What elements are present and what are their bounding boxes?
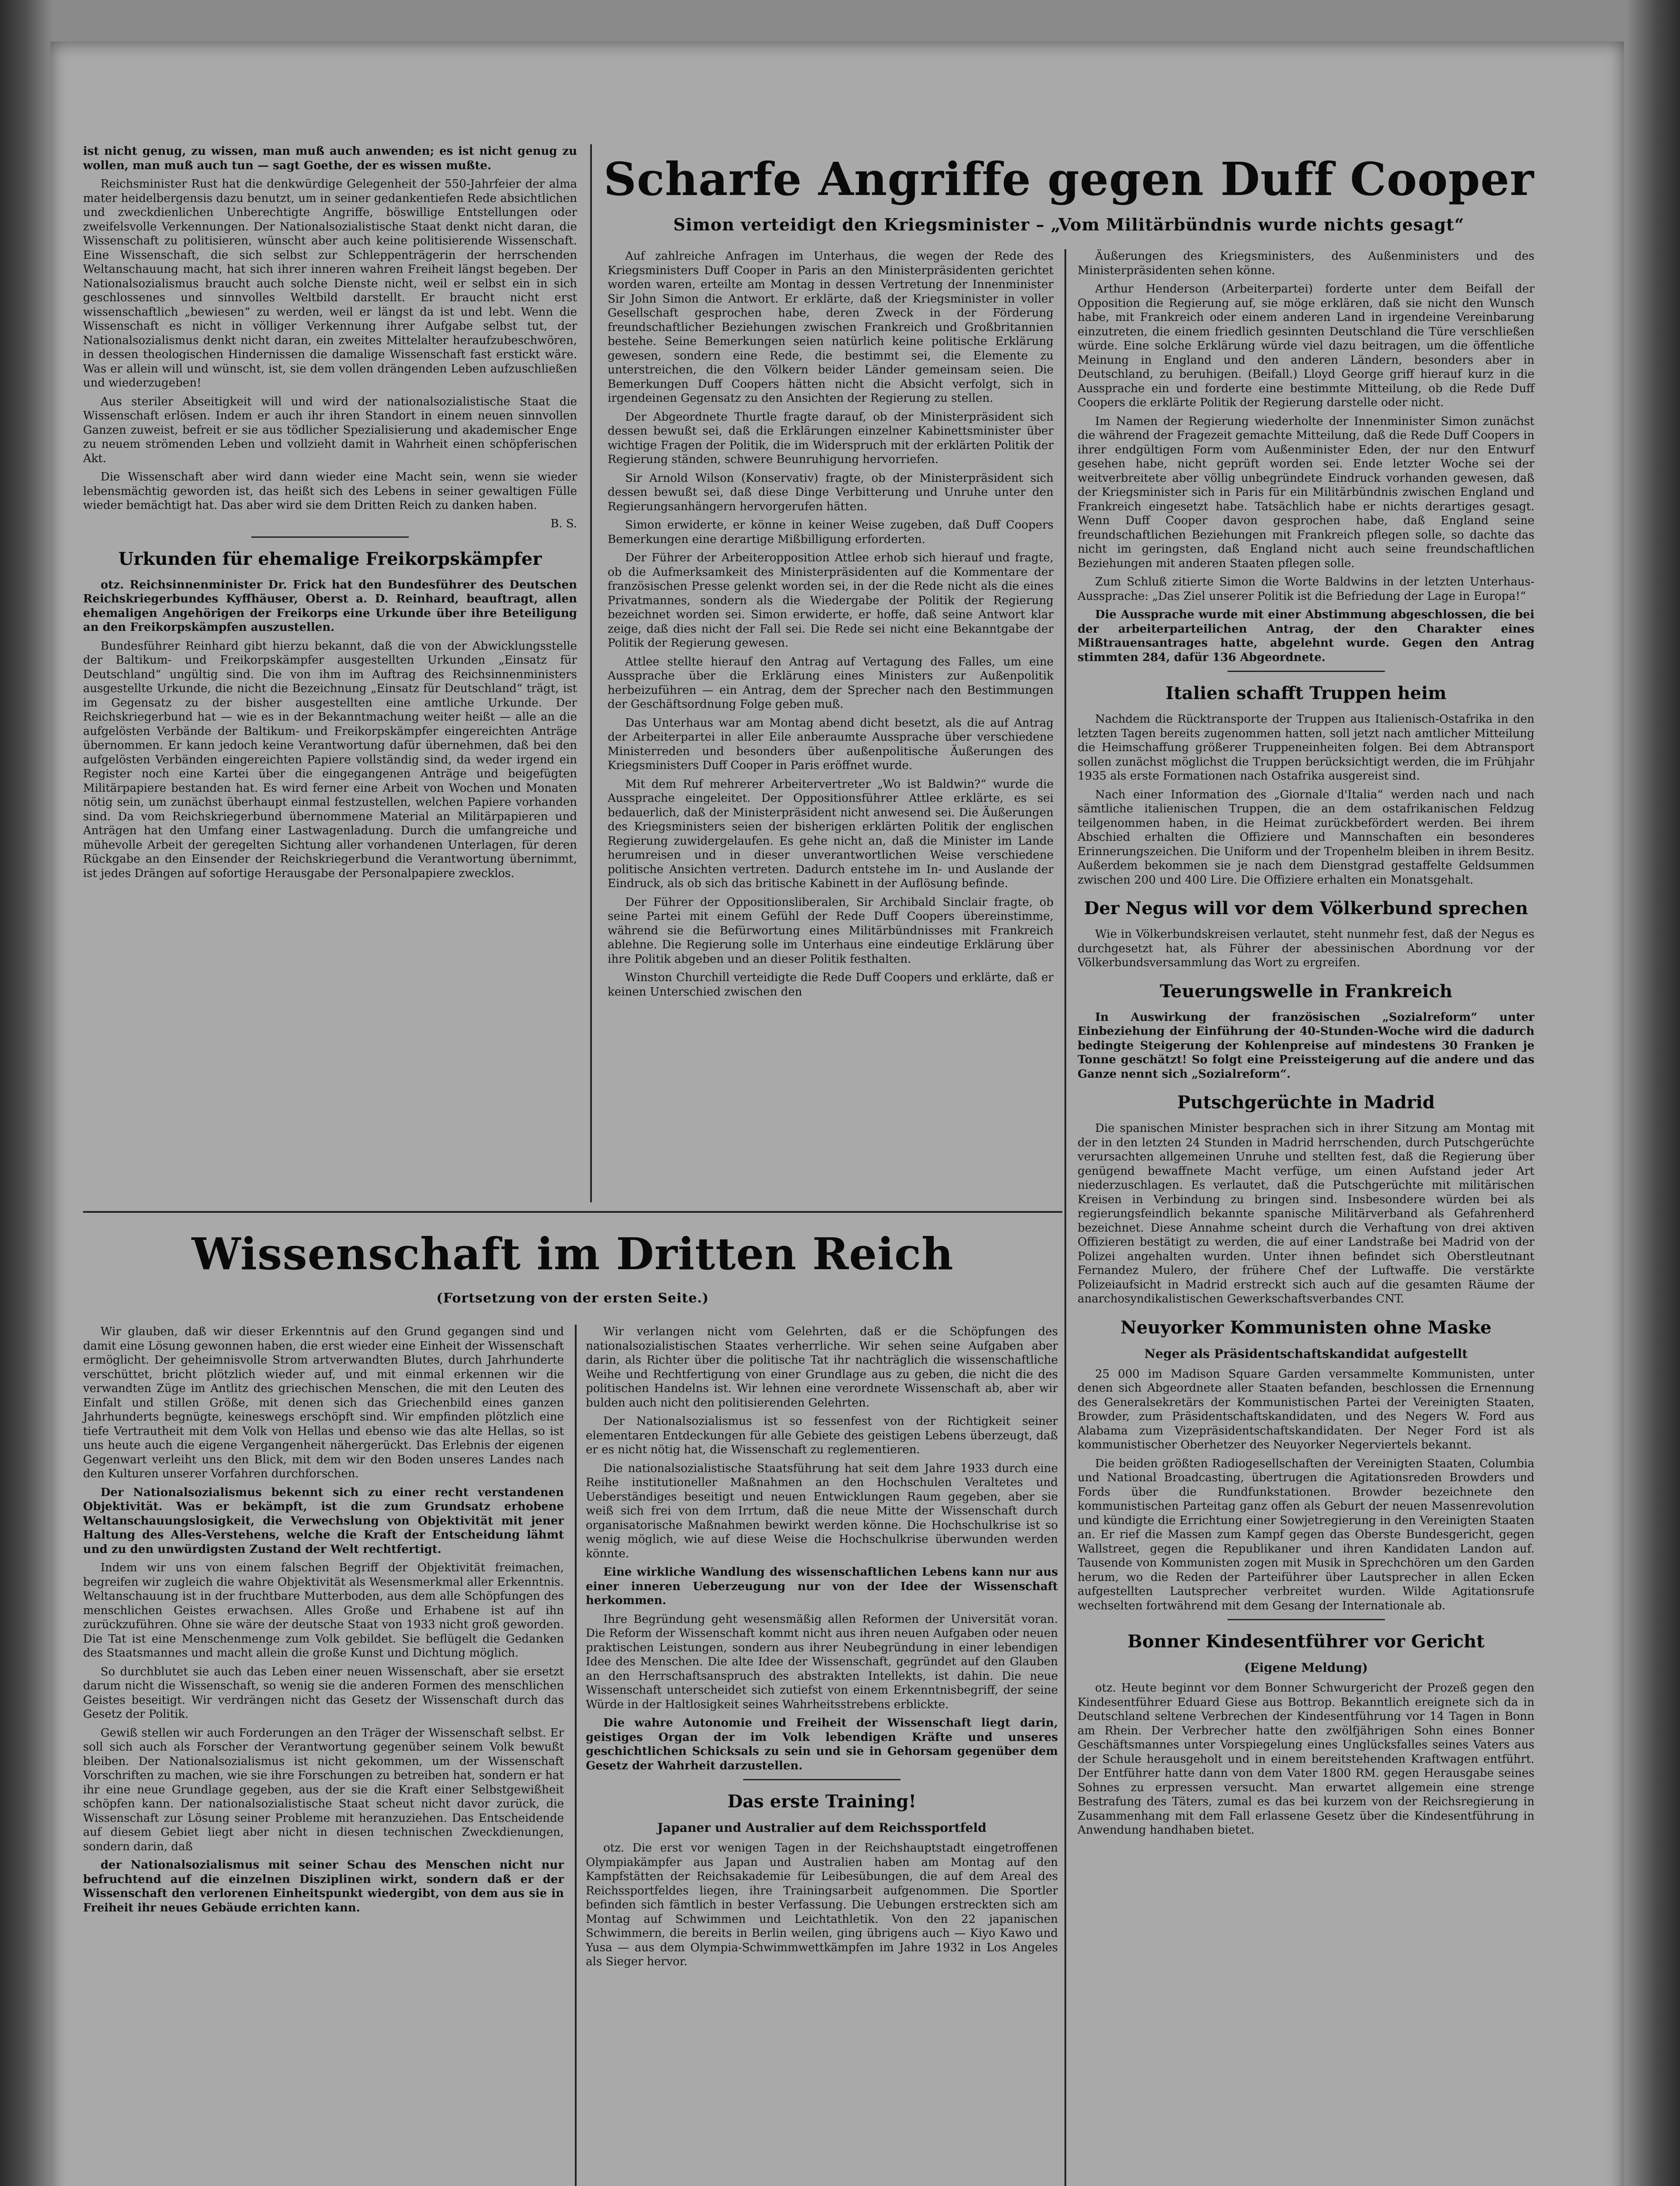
paragraph: Das Unterhaus war am Montag abend dicht besetzt, als die auf Antrag der Arbeiterpartei in aller Eile anberaumte Aussprache über verschiedene Ministerreden und besonders über außenpolitische Äußerungen des Kriegsministers Duff Cooper in Paris eröffnet wurde. xyxy=(608,716,1054,772)
paragraph: Nach einer Information des „Giornale d'Italia“ werden nach und nach sämtliche italienischen Truppen, die an dem ostafrikanischen Feldzug teilgenommen haben, in die Heimat zurückbefördert werden. Bei ihrem Abschied erhalten die Offiziere und Mannschaften ein besonderes Erinnerungszeichen. Die Uniform und der Tropenhelm bleiben in ihrem Besitz. Außerdem bekommen sie je nach dem Dienstgrad gestaffelte Geldsummen zwischen 200 und 400 Lire. Die Offiziere erhalten ein Monatsgehalt. xyxy=(1078,788,1534,887)
paragraph: Winston Churchill verteidigte die Rede Duff Coopers und erklärte, daß er keinen Unterschied zwischen den xyxy=(608,971,1054,999)
divider xyxy=(1228,671,1385,672)
wissenschaft-col1 xyxy=(83,1325,564,2186)
paragraph: Wir verlangen nicht vom Gelehrten, daß er die Schöpfungen des nationalsozialistischen Staates verherrliche. Wir sehen seine Aufgaben aber darin, als Richter über die politische Tat ihr nachträglich die wissenschaftliche Weihe und Rechtfertigung von einer Grundlage aus zu geben, die nicht die des politischen Handelns ist. Wir lehnen eine verordnete Wissenschaft ab, aber wir bulden auch nicht den politisierenden Gelehrten. xyxy=(586,1325,1058,1410)
neuyorker-kicker: Neger als Präsidentschaftskandidat aufgestellt xyxy=(1144,1346,1468,1361)
paragraph: Die nationalsozialistische Staatsführung hat seit dem Jahre 1933 durch eine Reihe institutioneller Maßnahmen an den Hochschulen Veraltetes und Ueberständiges beseitigt und neuen Entwicklungen Raum gegeben, aber sie weiß sich frei von dem Irrtum, daß die neue Mitte der Wissenschaft durch organisatorische Maßnahmen bewirkt werden könne. Die Hochschulkrise ist so wenig möglich, wie auf diese Weise die Hochschulkrise überwunden werden könnte. xyxy=(586,1462,1058,1560)
column-rule xyxy=(1064,249,1066,2186)
paragraph: Die beiden größten Radiogesellschaften der Vereinigten Staaten, Columbia und National Broadcasting, übertrugen die Agitationsreden Browders und Fords über die Rundfunkstationen. Browder bezeichnete den kommunistischen Parteitag ganz offen als Geburt der neuen Massenrevolution und kündigte die Errichtung einer Sowjetregierung in den Vereinigten Staaten an. Er rief die Massen zum Kampf gegen das Oberste Bundesgericht, gegen Wallstreet, gegen die Republikaner und ihren Kandidaten Landon auf. Tausende von Kommunisten zogen mit Musik in Sprechchören um den Garden herum, wo die Reden der Parteiführer über Lautsprecher in allen Ecken aufgestellten Lautsprecher verbreitet wurden. Wilde Agitationsrufe wechselten fortwährend mit dem Gesang der Internationale ab. xyxy=(1078,1457,1534,1612)
urkunden-title: Urkunden für ehemalige Freikorpskämpfer xyxy=(118,548,542,569)
teuerung-title: Teuerungswelle in Frankreich xyxy=(1159,981,1453,1002)
author-signature: B. S. xyxy=(550,517,577,530)
divider xyxy=(251,536,409,538)
paragraph: der Nationalsozialismus mit seiner Schau des Menschen nicht nur befruchtend auf die einzelnen Disziplinen wirkt, sondern daß er der Wissenschaft den verlorenen Einheitspunkt wiedergibt, von dem aus sie in Freiheit ihr neues Gebäude errichten kann. xyxy=(83,1859,564,1914)
paragraph: Simon erwiderte, er könne in keiner Weise zugeben, daß Duff Coopers Bemerkungen eine derartige Mißbilligung erforderten. xyxy=(608,519,1054,546)
paragraph: Eine wirkliche Wandlung des wissenschaftlichen Lebens kann nur aus einer inneren Ueberzeugung nur von der Idee der Wissenschaft herkommen. xyxy=(586,1566,1058,1607)
paragraph: Äußerungen des Kriegsministers, des Außenministers und des Ministerpräsidenten sehen könne. xyxy=(1078,250,1534,277)
training-kicker: Japaner und Australier auf dem Reichssportfeld xyxy=(657,1821,987,1835)
paragraph: Reichsminister Rust hat die denkwürdige Gelegenheit der 550-Jahrfeier der alma mater heidelbergensis dazu benutzt, um in seiner gedankentiefen Rede absichtlichen und zweckdienlichen Unberechtigte Angriffe, böswillige Entstellungen oder zweifelsvolle Verkennungen. Der Nationalsozialistische Staat denkt nicht daran, die Wissenschaft zu politisieren, wünscht aber auch keine politisierende Wissenschaft. Eine Wissenschaft, die sich selbst zur Schleppenträgerin der herrschenden Weltanschauung macht, hat sich ihrer inneren wahren Freiheit längst begeben. Der Nationalsozialismus braucht auch solche Dienste nicht, weil er selbst ein in sich geschlossenes und sinnvolles Weltbild darstellt. Er braucht nicht erst wissenschaftlich „bewiesen“ zu werden, weil er längst da ist und lebt. Wenn die Wissenschaft es nicht in völliger Verkennung ihrer Aufgabe selbst tut, der Nationalsozialismus denkt nicht daran, ein zweites Mittelalter heraufzubeschwören, in dessen theologischen Hindernissen die damalige Wissenschaft fast erstickt wäre. Was er allein will und wünscht, ist, sie dem vollen drängenden Leben aufzuschließen und wiederzugeben! xyxy=(83,178,577,390)
left-column-top xyxy=(83,144,577,880)
paragraph: otz. Die erst vor wenigen Tagen in der Reichshauptstadt eingetroffenen Olympiakämpfer aus Japan und Australien haben am Montag auf den Kampfstätten der Reichsakademie für Leibesübungen, die auf dem Areal des Reichssportfeldes liegen, ihre Trainingsarbeit aufgenommen. Die Sportler befinden sich fämtlich in bester Verfassung. Die Uebungen erstreckten sich am Montag auf Schwimmen und Leichtathletik. Von den 22 japanischen Schwimmern, die bereits in Berlin weilen, ging übrigens auch — Kiyo Kawo und Yusa — aus dem Olympia-Schwimmwettkämpfen im Jahre 1932 in Los Angeles als Sieger hervor. xyxy=(586,1841,1058,1968)
paragraph: Die spanischen Minister besprachen sich in ihrer Sitzung am Montag mit der in den letzten 24 Stunden in Madrid herrschenden, durch Putschgerüchte verursachten allgemeinen Unruhe und stellten fest, daß die Regierung über genügend bewaffnete Macht verfüge, um einen Aufstand jeder Art niederzuschlagen. Es verlautet, daß die Putschgerüchte mit militärischen Kreisen in Verbindung zu bringen sind. Insbesondere würden bei als regierungsfeindlich bekannte spanische Militärverband als Gefahrenherd bezeichnet. Diese Annahme scheint durch die Verhaftung von drei aktiven Offizieren bestätigt zu werden, die auf einer Landstraße bei Madrid von der Polizei angehalten wurden. Unter ihnen befindet sich Oberstleutnant Fernandez Mulero, der frühere Chef der Luftwaffe. Die verstärkte Polizeiaufsicht in Madrid erstreckt sich auch auf die gesamten Räume der anarchosyndikalistischen Gewerkschaftsverbandes CNT. xyxy=(1078,1122,1534,1305)
paragraph: Auf zahlreiche Anfragen im Unterhaus, die wegen der Rede des Kriegsministers Duff Cooper in Paris an den Ministerpräsidenten gerichtet worden waren, erteilte am Montag in dessen Vertretung der Innenminister Sir John Simon die Antwort. Er erklärte, daß der Kriegsminister in voller Gesellschaft gesprochen habe, deren Zweck in der Förderung freundschaftlicher Beziehungen zwischen Frankreich und Großbritannien bestehe. Seine Bemerkungen seien natürlich keine politische Erklärung gewesen, sondern eine Rede, die bestimmt sei, die Elemente zu unterstreichen, die den Völkern beider Länder gemeinsam seien. Die Bemerkungen Duff Coopers hätten nicht die Absicht verfolgt, sich in irgendeinen Gegensatz zu den Ansichten der Regierung zu stellen. xyxy=(608,250,1054,405)
paragraph: Die Wissenschaft aber wird dann wieder eine Macht sein, wenn sie wieder lebensmächtig geworden ist, das heißt sich des Lebens in seiner gewaltigen Fülle wieder bemächtigt hat. Das aber wird sie dem Dritten Reich zu danken haben. xyxy=(83,470,577,512)
paragraph: otz. Heute beginnt vor dem Bonner Schwurgericht der Prozeß gegen den Kindesentführer Eduard Giese aus Bottrop. Bekanntlich ereignete sich da in Deutschland seltene Verbrechen der Kindesentführung vor 14 Tagen in Bonn am Rhein. Der Verbrecher hatte den zwölfjährigen Sohn eines Bonner Geschäftsmannes unter Vorspiegelung eines Unglücksfalles seines Vaters aus der Schule herausgeholt und in einem bereitstehenden Kraftwagen entführt. Der Entführer hatte dann von dem Vater 1800 RM. gegen Herausgabe seines Sohnes zu erpressen versucht. Man erwartet allgemein eine strenge Bestrafung des Täters, zumal es das bei kurzem von der Reichsregierung in Zusammenhang mit dem Fall erlassene Gesetz über die Kindesentführung in Anwendung handhaben bietet. xyxy=(1078,1681,1534,1837)
bonner-kicker: (Eigene Meldung) xyxy=(1244,1660,1368,1675)
paragraph: Nachdem die Rücktransporte der Truppen aus Italienisch-Ostafrika in den letzten Tagen bereits zugenommen hatten, soll jetzt nach amtlicher Mitteilung die Heimschaffung größerer Truppeneinheiten folgen. Bei dem Abtransport sollen zunächst möglichst die Truppen berücksichtigt werden, die im Frühjahr 1935 als erste Formationen nach Ostafrika ausgereist sind. xyxy=(1078,713,1534,783)
paragraph: 25 000 im Madison Square Garden versammelte Kommunisten, unter denen sich Abgeordnete aller Staaten befanden, beschlossen die Ernennung des Generalsekretärs der Kommunistischen Partei der Vereinigten Staaten, Browder, zum Präsidentschaftskandidaten, und des Negers W. Ford aus Alabama zum Vizepräsidentschaftskandidaten. Der Neger Ford ist als kommunistischer Oberhetzer des Neuyorker Negerviertels bekannt. xyxy=(1078,1367,1534,1452)
column-rule xyxy=(590,144,592,1202)
paragraph: Der Führer der Arbeiteropposition Attlee erhob sich hierauf und fragte, ob die Aufmerksamkeit des Ministerpräsidenten auf die Kommentare der französischen Presse gelenkt worden sei, in der die Rede nicht als die eines Privatmannes, sondern als die Wiedergabe der Politik der Regierung bezeichnet worden sei. Simon erwiderte, er hoffe, daß seine Antwort klar zeige, daß dies nicht der Fall sei. Die Rede sei nicht eine Bekanntgabe der Politik der Regierung gewesen. xyxy=(608,551,1054,650)
paragraph: In Auswirkung der französischen „Sozialreform“ unter Einbeziehung der Einführung der 40-Stunden-Woche wird die dadurch bedingte Steigerung der Kohlenpreise auf mindestens 30 Franken je Tonne geschätzt! So folgt eine Preissteigerung auf die andere und das Ganze nennt sich „Sozialreform“. xyxy=(1078,1010,1534,1081)
paragraph: Im Namen der Regierung wiederholte der Innenminister Simon zunächst die während der Fragezeit gemachte Mitteilung, daß die Rede Duff Coopers in ihrer endgültigen Form vom Außenminister Eden, der nur den Entwurf gesehen habe, nicht geprüft worden sei. Ende letzter Woche sei der weitverbreitete aber völlig unbegründete Eindruck vorhanden gewesen, daß der Kriegsminister sich in Paris für ein Militärbündnis zwischen England und Frankreich eingesetzt habe. Tatsächlich habe er nichts derartiges gesagt. Wenn Duff Cooper davon gesprochen habe, daß England seine freundschaftlichen Beziehungen mit Frankreich pflegen solle, so dachte das nicht im geringsten, daß England nicht auch seine freundschaftlichen Beziehungen mit anderen Staaten pflegen solle. xyxy=(1078,414,1534,570)
duff-cooper-subheadline: Simon verteidigt den Kriegsminister – „Vom Militärbündnis wurde nichts gesagt“ xyxy=(673,215,1464,234)
wissenschaft-col2 xyxy=(586,1325,1058,2186)
negus-title: Der Negus will vor dem Völkerbund sprechen xyxy=(1084,898,1528,919)
wissenschaft-headline: Wissenschaft im Dritten Reich xyxy=(191,1228,954,1280)
paragraph: Arthur Henderson (Arbeiterpartei) forderte unter dem Beifall der Opposition die Regierung auf, sie möge erklären, daß sie nicht den Wunsch habe, mit Frankreich oder einem anderen Land in irgendeine Vereinbarung einzutreten, die einem friedlich gesinnten Deutschland die Türe verschließen würde. Eine solche Erklärung würde viel dazu beitragen, um die öffentliche Meinung in England und den anderen Ländern, besonders aber in Deutschland, zu beruhigen. (Beifall.) Lloyd George griff hierauf kurz in die Aussprache ein und forderte eine bestimmte Mitteilung, ob die Rede Duff Coopers die erklärte Politik der Regierung darstelle oder nicht. xyxy=(1078,282,1534,409)
paragraph: Wie in Völkerbundskreisen verlautet, steht nunmehr fest, daß der Negus es durchgesetzt hat, als Führer der abessinischen Abordnung vor der Völkerbundsversammlung das Wort zu ergreifen. xyxy=(1078,928,1534,969)
neuyorker-title: Neuyorker Kommunisten ohne Maske xyxy=(1120,1317,1492,1338)
paragraph: Zum Schluß zitierte Simon die Worte Baldwins in der letzten Unterhaus-Aussprache: „Das Ziel unserer Politik ist die Befriedung der Lage in Europa!“ xyxy=(1078,575,1534,603)
duff-cooper-col1 xyxy=(608,249,1054,1202)
paragraph: Der Abgeordnete Thurtle fragte darauf, ob der Ministerpräsident sich dessen bewußt sei, daß die Erklärungen einzelner Kabinettsminister über wichtige Fragen der Politik, die im Widerspruch mit der erklärten Politik der Regierung ständen, schwere Beunruhigung hervorriefen. xyxy=(608,410,1054,466)
paragraph: Gewiß stellen wir auch Forderungen an den Träger der Wissenschaft selbst. Er soll sich auch als Forscher der Verantwortung gegenüber seinem Volk bewußt bleiben. Der Nationalsozialismus ist nicht gekommen, um der Wissenschaft Vorschriften zu machen, wie sie ihre Forschungen zu betreiben hat, sondern er hat ihr eine neue Grundlage gegeben, aus der sie die Kraft einer Selbstgewißheit schöpfen kann. Der nationalsozialistische Staat scheut nicht davor zurück, die Wissenschaft zur Lösung seiner Probleme mit heranzuziehen. Das Entscheidende auf diesem Gebiet liegt aber nicht in diesen technischen Zweckdienungen, sondern darin, daß xyxy=(83,1726,564,1853)
divider xyxy=(1228,1619,1385,1620)
madrid-title: Putschgerüchte in Madrid xyxy=(1177,1092,1435,1113)
paragraph: otz. Reichsinnenminister Dr. Frick hat den Bundesführer des Deutschen Reichskriegerbundes Kyffhäuser, Oberst a. D. Reinhard, beauftragt, allen ehemaligen Angehörigen der Freikorps eine Urkunde über ihre Beteiligung an den Freikorpskämpfen auszustellen. xyxy=(83,578,577,634)
column-rule xyxy=(575,1325,577,2186)
paragraph: Der Führer der Oppositionsliberalen, Sir Archibald Sinclair fragte, ob seine Partei mit einem Gefühl der Rede Duff Coopers übereinstimme, während sie die Befürwortung eines Militärbündnisses mit Frankreich ablehne. Die Regierung solle im Unterhaus eine eindeutige Erklärung über ihre Politik abgeben und an dieser Politik festhalten. xyxy=(608,895,1054,966)
paragraph: Die wahre Autonomie und Freiheit der Wissenschaft liegt darin, geistiges Organ der im Volk lebendigen Kräfte und unseres geschichtlichen Schicksals zu sein und sie in Gehorsam gegenüber dem Gesetz der Wahrheit darzustellen. xyxy=(586,1716,1058,1772)
paragraph: Indem wir uns von einem falschen Begriff der Objektivität freimachen, begreifen wir zugleich die wahre Objektivität als Wesensmerkmal aller Erkenntnis. Weltanschauung ist in der fruchtbare Mutterboden, aus dem alle Schöpfungen des menschlichen Geistes erwachsen. Alles Große und Erhabene ist auf ihn zurückzuführen. Ohne sie wäre der deutsche Staat von 1933 nicht groß geworden. Die Tat ist eine Menschenmenge zum Volk gebildet. Sie beflügelt die Gedanken des Staatsmannes und macht allein die große Kunst und Dichtung möglich. xyxy=(83,1561,564,1660)
paragraph: Wir glauben, daß wir dieser Erkenntnis auf den Grund gegangen sind und damit eine Lösung gewonnen haben, die erst wieder eine Einheit der Wissenschaft ermöglicht. Der geheimnisvolle Strom artverwandten Blutes, durch Jahrhunderte verschüttet, bricht plötzlich wieder auf, und mit einmal erkennen wir die verwandten Züge im Antlitz des griechischen Menschen, die mit den Leuten des Einfalt und stillen Größe, mit denen sich das Griechenbild eines ganzen Jahrhunderts begnügte, keineswegs erschöpft sind. Wir empfinden plötzlich eine tiefe Vertrautheit mit dem Volk von Hellas und ebenso wie das alte Hellas, so ist uns heute auch die eigene Vergangenheit nähergerückt. Das Erlebnis der eigenen Gegenwart verleiht uns den Blick, mit dem wir den Boden unseres Landes nach den Kulturen unserer Vorfahren durchforschen. xyxy=(83,1325,564,1480)
paragraph: Der Nationalsozialismus bekennt sich zu einer recht verstandenen Objektivität. Was er bekämpft, ist die zum Grundsatz erhobene Weltanschauungslosigkeit, die Verwechslung von Objektivität mit jener Haltung des Alles-Verstehens, welche die Kraft der Entscheidung lähmt und zu den unwürdigsten Zustand der Welt rechtfertigt. xyxy=(83,1486,564,1556)
paragraph: Sir Arnold Wilson (Konservativ) fragte, ob der Ministerpräsident sich dessen bewußt sei, daß diese Dinge Verbitterung und Unruhe unter den Regierungsanhängern hervorgerufen hätten. xyxy=(608,471,1054,513)
paragraph: Mit dem Ruf mehrerer Arbeitervertreter „Wo ist Baldwin?“ wurde die Aussprache eingeleitet. Der Oppositionsführer Attlee erklärte, es sei bedauerlich, daß der Ministerpräsident nicht anwesend sei. Die Äußerungen des Kriegsministers seien der bisherigen erklärten Politik der englischen Regierung zuwidergelaufen. Es gehe nicht an, daß die Minister im Lande herumreisen und in dieser unverantwortlichen Weise verschiedene politische Ansichten vertreten. Dadurch entstehe im In- und Auslande der Eindruck, als ob sich das britische Kabinett in der Auflösung befinde. xyxy=(608,777,1054,890)
paragraph: Ihre Begründung geht wesensmäßig allen Reformen der Universität voran. Die Reform der Wissenschaft kommt nicht aus ihren neuen Aufgaben oder neuen praktischen Leistungen, sondern aus ihrer Neubegründung in einer lebendigen Idee des Menschen. Die alte Idee der Wissenschaft, gegründet auf den Glauben an den Herrschaftsanspruch des abstrakten Intellekts, ist dahin. Die neue Wissenschaft unterscheidet sich zutiefst von einem Erkenntnisbegriff, der seine Würde in der Haltlosigkeit seines Wahrheitsstrebens erblickte. xyxy=(586,1612,1058,1711)
paragraph: Bundesführer Reinhard gibt hierzu bekannt, daß die von der Abwicklungsstelle der Baltikum- und Freikorpskämpfer ausgestellten Urkunden „Einsatz für Deutschland“ ungültig sind. Die von ihm im Auftrag des Reichsinnenministers ausgestellte Urkunde, die nicht die Bezeichnung „Einsatz für Deutschland“ trägt, ist im Gegensatz zu der bisher ausgestellten eine amtliche Urkunde. Der Reichskriegerbund hat — wie es in der Bekanntmachung weiter heißt — alle an die aufgelösten Verbände der Baltikum- und Freikorpskämpfer eingereichten Anträge übernommen. Er kann jedoch keine Verantwortung dafür übernehmen, daß bei den aufgelösten Verbänden eingereichten Papiere vollständig sind, da weder irgend ein Register noch eine Kartei über die eingegangenen Anträge und beigefügten Militärpapiere bestanden hat. Es wird ferner eine Arbeit von Wochen und Monaten nötig sein, um zunächst überhaupt einmal festzustellen, welchen Papiere vorhanden sind. Da vom Reichskriegerbund übernommene Material an Militärpapieren und Anträgen hat den Umfang einer Lastwagenladung. Durch die umfangreiche und mühevolle Arbeit der geregelten Sichtung aller vorhandenen Unterlagen, für deren Rückgabe an den Einsender der Reichskriegerbund die Verantwortung übernimmt, ist jedes Drängen auf sofortige Herausgabe der Personalpapiere zwecklos. xyxy=(83,639,577,880)
wissenschaft-subline: (Fortsetzung von der ersten Seite.) xyxy=(436,1291,709,1306)
paragraph: Die Aussprache wurde mit einer Abstimmung abgeschlossen, die bei der arbeiterparteilichen Antrag, der den Charakter eines Mißtrauensantrages hatte, abgelehnt wurde. Gegen den Antrag stimmten 284, dafür 136 Abgeordnete. xyxy=(1078,608,1534,664)
italien-title: Italien schafft Truppen heim xyxy=(1165,683,1447,703)
paragraph: Der Nationalsozialismus ist so fessenfest von der Richtigkeit seiner elementaren Entdeckungen für alle Gebiete des geistigen Lebens überzeugt, daß er es nicht nötig hat, die Wissenschaft zu reglementieren. xyxy=(586,1415,1058,1456)
paragraph: So durchblutet sie auch das Leben einer neuen Wissenschaft, aber sie ersetzt darum nicht die Wissenschaft, so wenig sie die anderen Formen des menschlichen Geistes beseitigt. Wir verdrängen nicht das Gesetz der Wissenschaft durch das Gesetz der Politik. xyxy=(83,1665,564,1721)
right-column xyxy=(1078,249,1534,2186)
paragraph: Aus steriler Abseitigkeit will und wird der nationalsozialistische Staat die Wissenschaft erlösen. Indem er auch ihr ihren Standort in einem neuen sinnvollen Ganzen zuweist, befreit er sie aus tödlicher Spezialisierung und akademischer Enge zu neuem strömenden Leben und vollzieht damit in Wahrheit einen schöpferischen Akt. xyxy=(83,395,577,465)
duff-cooper-headline: Scharfe Angriffe gegen Duff Cooper xyxy=(603,152,1534,206)
page-content xyxy=(83,144,1534,2186)
paragraph: ist nicht genug, zu wissen, man muß auch anwenden; es ist nicht genug zu wollen, man muß auch tun — sagt Goethe, der es wissen mußte. xyxy=(83,145,577,172)
bonner-title: Bonner Kindesentführer vor Gericht xyxy=(1127,1631,1485,1652)
training-title: Das erste Training! xyxy=(727,1791,916,1812)
paragraph: Attlee stellte hierauf den Antrag auf Vertagung des Falles, um eine Aussprache über die Erklärung eines Ministers zur Außenpolitik herbeizuführen — ein Antrag, dem der Sprecher nach den Bestimmungen der Geschäftsordnung Folge geben muß. xyxy=(608,655,1054,711)
divider xyxy=(743,1779,901,1780)
section-rule xyxy=(83,1211,1062,1213)
